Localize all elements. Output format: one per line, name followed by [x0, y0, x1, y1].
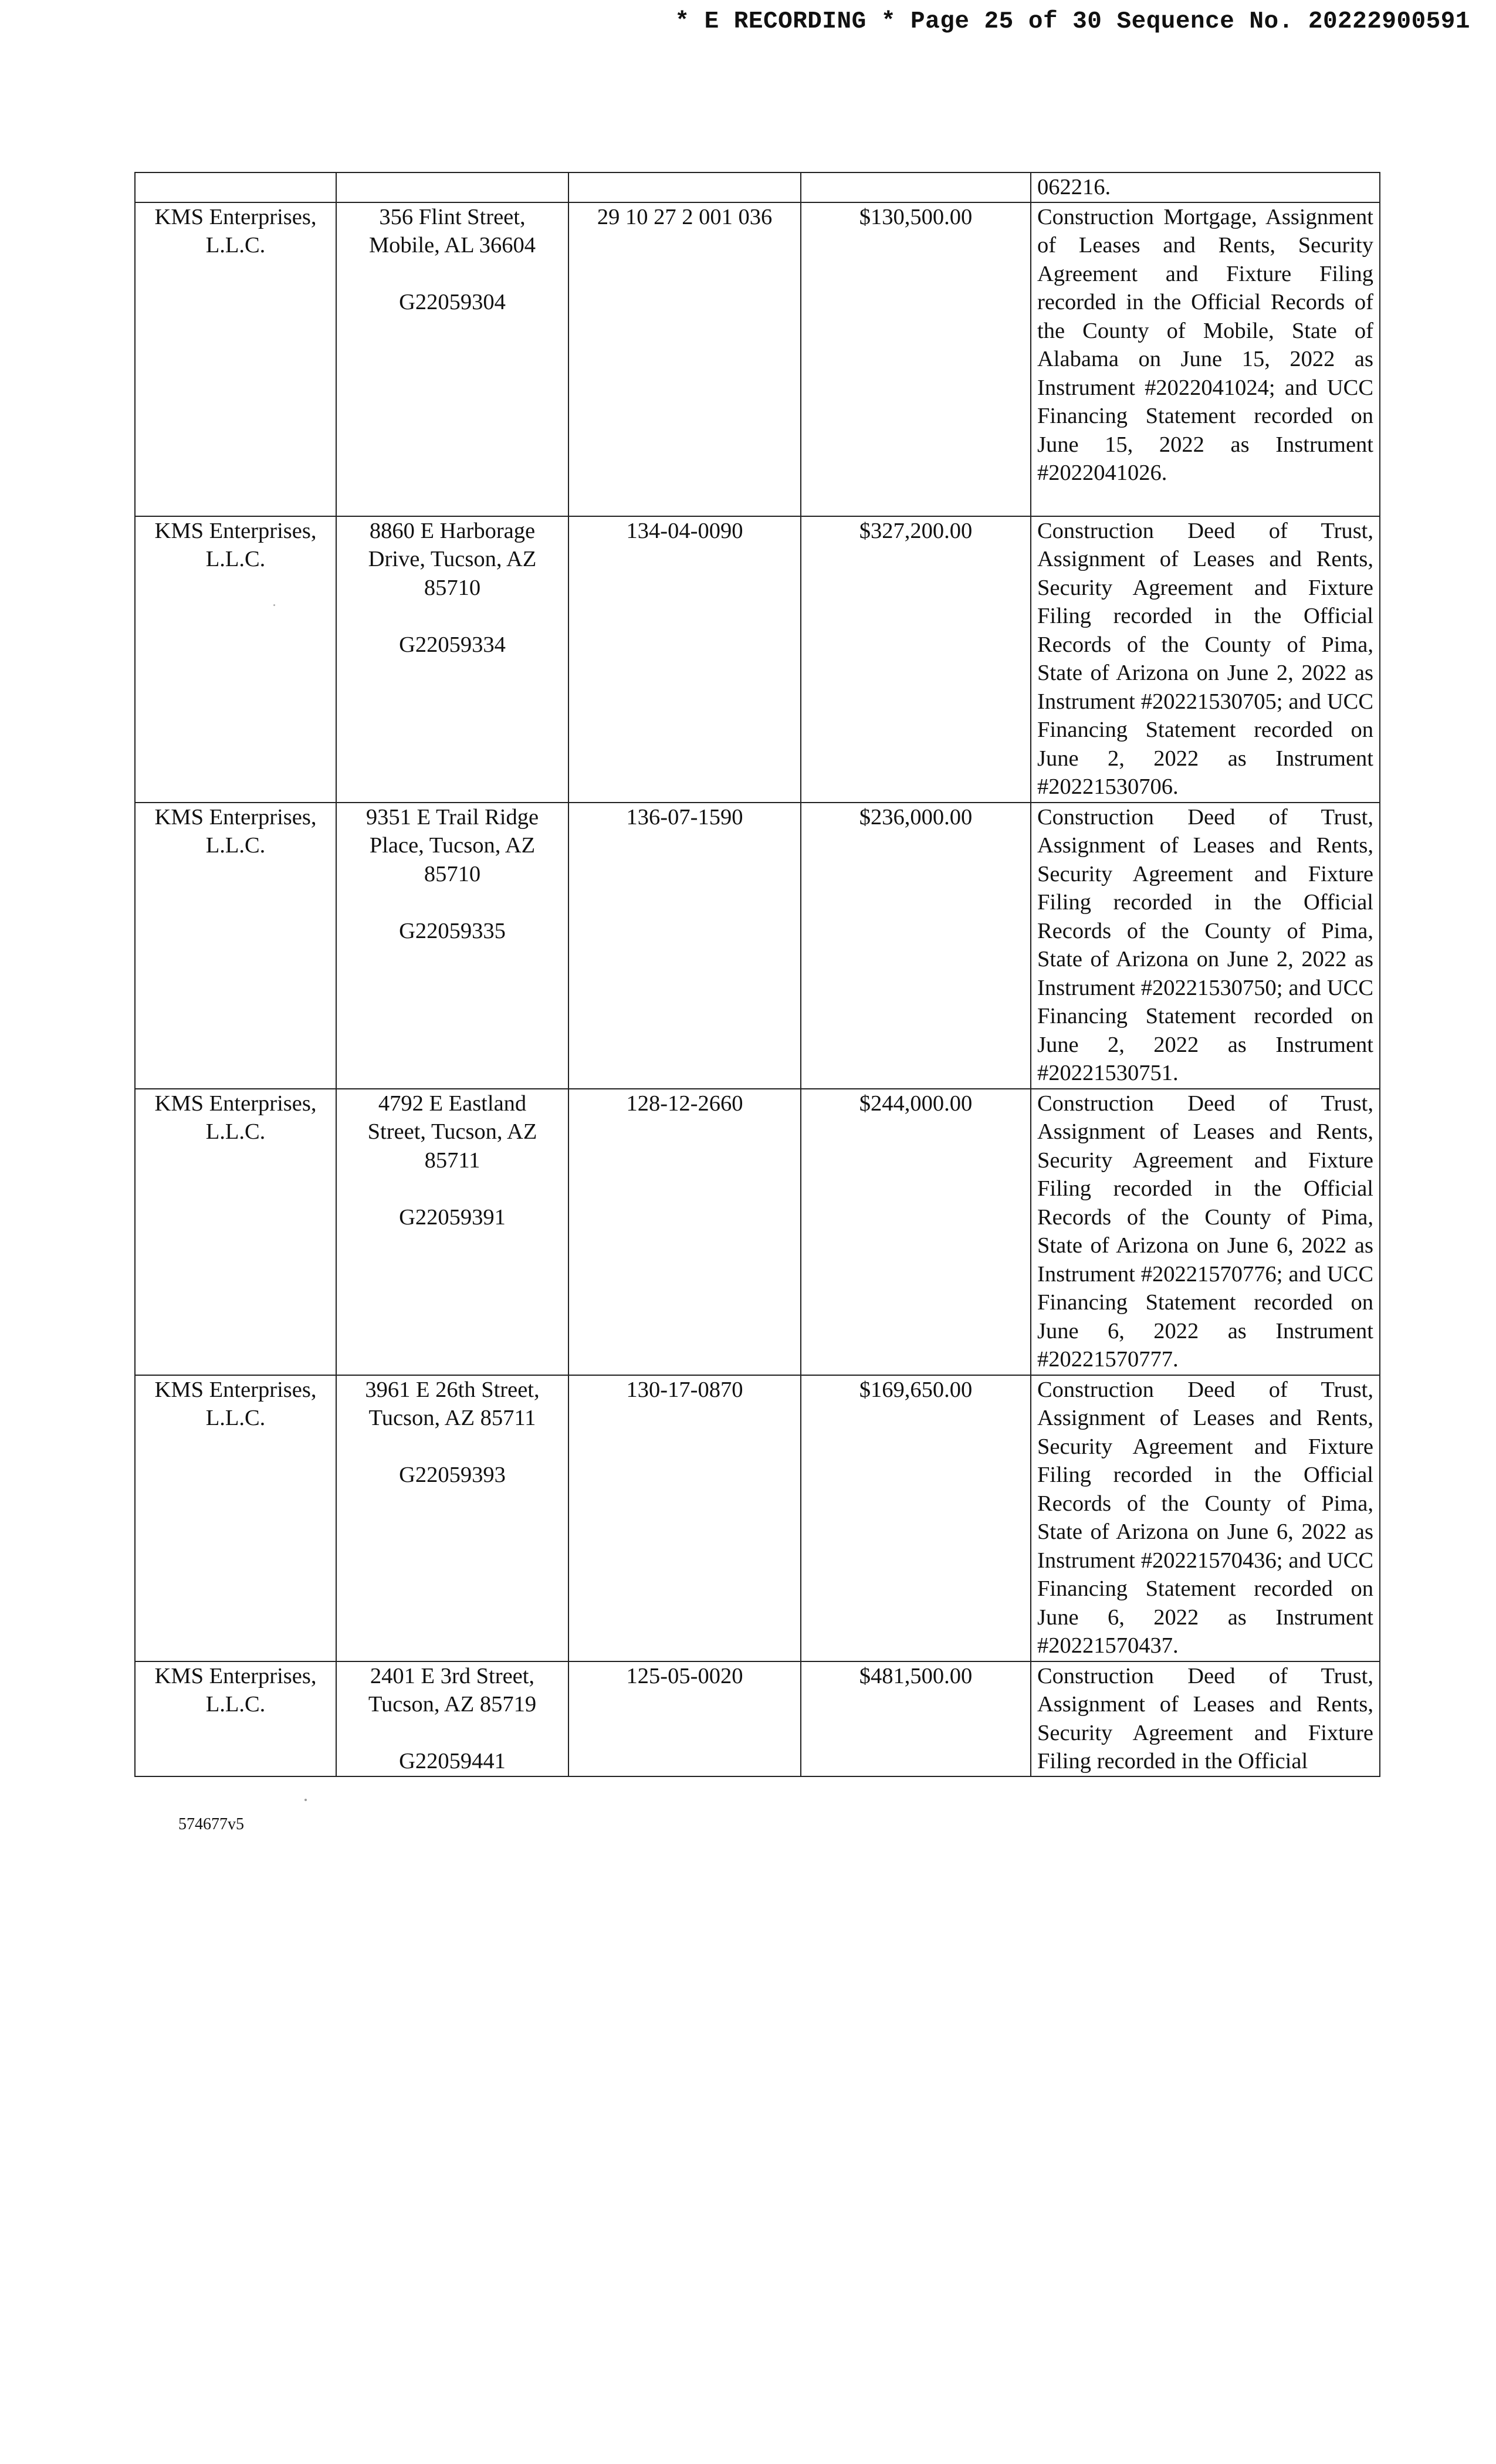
- owner-cell: KMS Enterprises, L.L.C.: [135, 803, 336, 1089]
- address-cell: [336, 516, 568, 803]
- address-line: Street, Tucson, AZ: [367, 1119, 537, 1144]
- amount-cell: $169,650.00: [801, 1375, 1031, 1661]
- table-row: [135, 803, 1380, 1089]
- amount-cell: $236,000.00: [801, 803, 1031, 1089]
- table-row: [135, 1375, 1380, 1661]
- address-line: Mobile, AL 36604: [368, 233, 536, 258]
- loan-number: G22059334: [399, 632, 506, 657]
- loan-number: G22059391: [399, 1204, 506, 1230]
- address-line: 4792 E Eastland: [378, 1091, 527, 1116]
- description-cell: Construction Deed of Trust, Assignment of Leases and Rents, Security Agreement and Fixture Filing recorded in the Official: [1031, 1661, 1380, 1776]
- address-line: Place, Tucson, AZ: [369, 833, 536, 858]
- property-table: [134, 172, 1380, 1777]
- description-cell: Construction Deed of Trust, Assignment of Leases and Rents, Security Agreement and Fixture Filing recorded in the Official Records of the County of Pima, State of Arizona on June 6, 2022 as Instrument #20221570776; and UCC Financing Statement recorded on June 6, 2022 as Instrument #20221570777.: [1031, 1089, 1380, 1375]
- address-cell: [336, 202, 568, 516]
- parcel-cell: 134-04-0090: [568, 516, 801, 803]
- table-row: [135, 1661, 1380, 1776]
- description-cell: Construction Mortgage, Assignment of Leases and Rents, Security Agreement and Fixture Filing recorded in the Official Records of the County of Mobile, State of Alabama on June 15, 2022 as Instrument #2022041024; and UCC Financing Statement recorded on June 15, 2022 as Instrument #2022041026.: [1031, 202, 1380, 516]
- parcel-cell: 136-07-1590: [568, 803, 801, 1089]
- owner-cell: KMS Enterprises, L.L.C.: [135, 202, 336, 516]
- table-row: [135, 516, 1380, 803]
- loan-number: G22059335: [399, 918, 506, 943]
- owner-cell: KMS Enterprises, L.L.C.: [135, 516, 336, 803]
- table-row-continuation: [135, 172, 1380, 202]
- address-cell: [336, 803, 568, 1089]
- parcel-cell: [568, 172, 801, 202]
- address-line: Tucson, AZ 85711: [368, 1406, 536, 1430]
- parcel-cell: 130-17-0870: [568, 1375, 801, 1661]
- amount-cell: [801, 172, 1031, 202]
- address-line: 2401 E 3rd Street,: [370, 1663, 535, 1688]
- owner-cell: KMS Enterprises, L.L.C.: [135, 1375, 336, 1661]
- address-line: Tucson, AZ 85719: [368, 1692, 537, 1717]
- table-row: [135, 202, 1380, 516]
- parcel-cell: 125-05-0020: [568, 1661, 801, 1776]
- loan-number: G22059393: [399, 1463, 506, 1487]
- address-line: 3961 E 26th Street,: [365, 1377, 540, 1402]
- amount-cell: $130,500.00: [801, 202, 1031, 516]
- document-id-footer: 574677v5: [178, 1815, 244, 1833]
- recording-header: * E RECORDING * Page 25 of 30 Sequence No. 20222900591: [675, 8, 1470, 35]
- description-cell: Construction Deed of Trust, Assignment of Leases and Rents, Security Agreement and Fixture Filing recorded in the Official Records of the County of Pima, State of Arizona on June 2, 2022 as Instrument #20221530705; and UCC Financing Statement recorded on June 2, 2022 as Instrument #20221530706.: [1031, 516, 1380, 803]
- address-cell: [336, 1089, 568, 1375]
- address-line: 85710: [424, 861, 481, 886]
- amount-cell: $481,500.00: [801, 1661, 1031, 1776]
- table-row: [135, 1089, 1380, 1375]
- loan-number: G22059441: [399, 1749, 506, 1773]
- loan-number: G22059304: [399, 290, 506, 314]
- parcel-cell: 128-12-2660: [568, 1089, 801, 1375]
- owner-cell: KMS Enterprises, L.L.C.: [135, 1661, 336, 1776]
- address-spacer: [343, 888, 562, 917]
- amount-cell: $244,000.00: [801, 1089, 1031, 1375]
- address-cell: [336, 1661, 568, 1776]
- address-line: Drive, Tucson, AZ: [368, 547, 537, 571]
- address-spacer: [343, 1175, 562, 1203]
- address-line: 85710: [424, 575, 481, 600]
- owner-cell: [135, 172, 336, 202]
- parcel-cell: 29 10 27 2 001 036: [568, 202, 801, 516]
- address-spacer: [343, 260, 562, 289]
- address-line: 9351 E Trail Ridge: [365, 804, 539, 830]
- address-cell: [336, 172, 568, 202]
- scan-speck: [304, 1799, 307, 1801]
- amount-cell: $327,200.00: [801, 516, 1031, 803]
- description-cell: 062216.: [1031, 172, 1380, 202]
- description-cell: Construction Deed of Trust, Assignment of Leases and Rents, Security Agreement and Fixture Filing recorded in the Official Records of the County of Pima, State of Arizona on June 6, 2022 as Instrument #20221570436; and UCC Financing Statement recorded on June 6, 2022 as Instrument #20221570437.: [1031, 1375, 1380, 1661]
- address-cell: [336, 1375, 568, 1661]
- owner-cell: KMS Enterprises, L.L.C.: [135, 1089, 336, 1375]
- scan-speck: [273, 604, 275, 606]
- address-spacer: [343, 1433, 562, 1461]
- address-line: 85711: [424, 1148, 480, 1173]
- address-line: 8860 E Harborage: [369, 518, 536, 543]
- address-line: 356 Flint Street,: [379, 204, 526, 229]
- address-spacer: [343, 602, 562, 631]
- description-cell: Construction Deed of Trust, Assignment of Leases and Rents, Security Agreement and Fixture Filing recorded in the Official Records of the County of Pima, State of Arizona on June 2, 2022 as Instrument #20221530750; and UCC Financing Statement recorded on June 2, 2022 as Instrument #20221530751.: [1031, 803, 1380, 1089]
- address-spacer: [343, 1719, 562, 1748]
